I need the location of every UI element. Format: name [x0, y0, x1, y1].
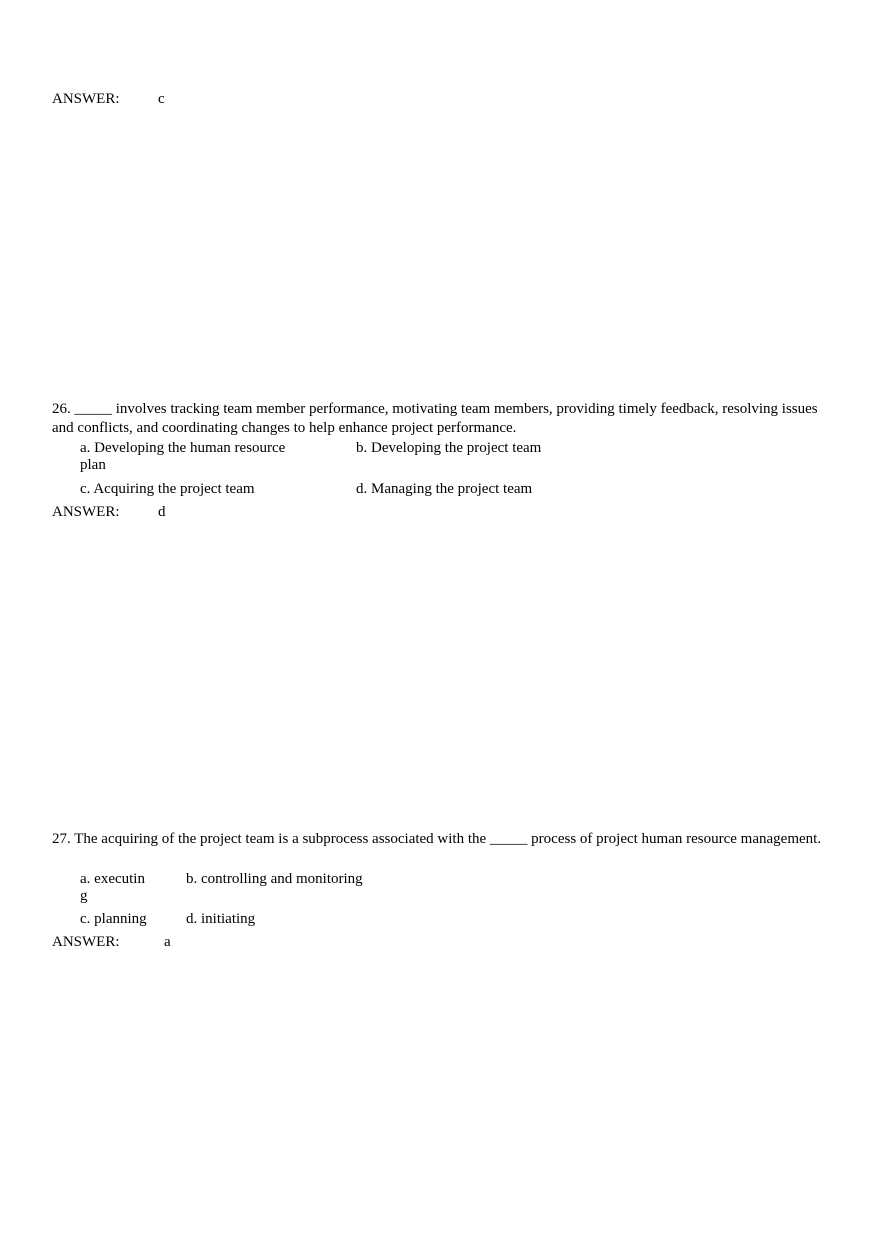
question-26-text: 26. _____ involves tracking team member performance, motivating team members, providing timely feedback, resolving issues and conflicts, and coordinating changes to help enhance project performance. [52, 401, 818, 436]
answer-value: c [158, 91, 165, 107]
answer-label: ANSWER: [52, 91, 120, 107]
answer-label: ANSWER: [52, 934, 120, 950]
question-26-option-b: b. Developing the project team [356, 440, 542, 456]
question-26-option-d: d. Managing the project team [356, 481, 533, 497]
answer-row-26 [52, 502, 166, 522]
question-26-option-a: a. Developing the human resource plan [80, 440, 286, 473]
question-27-text: 27. The acquiring of the project team is a subprocess associated with the _____ process of project human resource management. [52, 831, 822, 847]
answer-value: a [164, 934, 171, 950]
answer-label: ANSWER: [52, 504, 120, 520]
question-27-option-a: a. executing [80, 871, 145, 904]
answer-row-25 [52, 89, 165, 109]
question-26-option-c: c. Acquiring the project team [80, 481, 255, 497]
answer-row-27 [52, 932, 171, 952]
question-27-option-d: d. initiating [186, 911, 256, 927]
answer-value: d [158, 504, 166, 520]
question-27-option-c: c. planning [80, 911, 147, 927]
question-27-option-b: b. controlling and monitoring [186, 871, 363, 887]
